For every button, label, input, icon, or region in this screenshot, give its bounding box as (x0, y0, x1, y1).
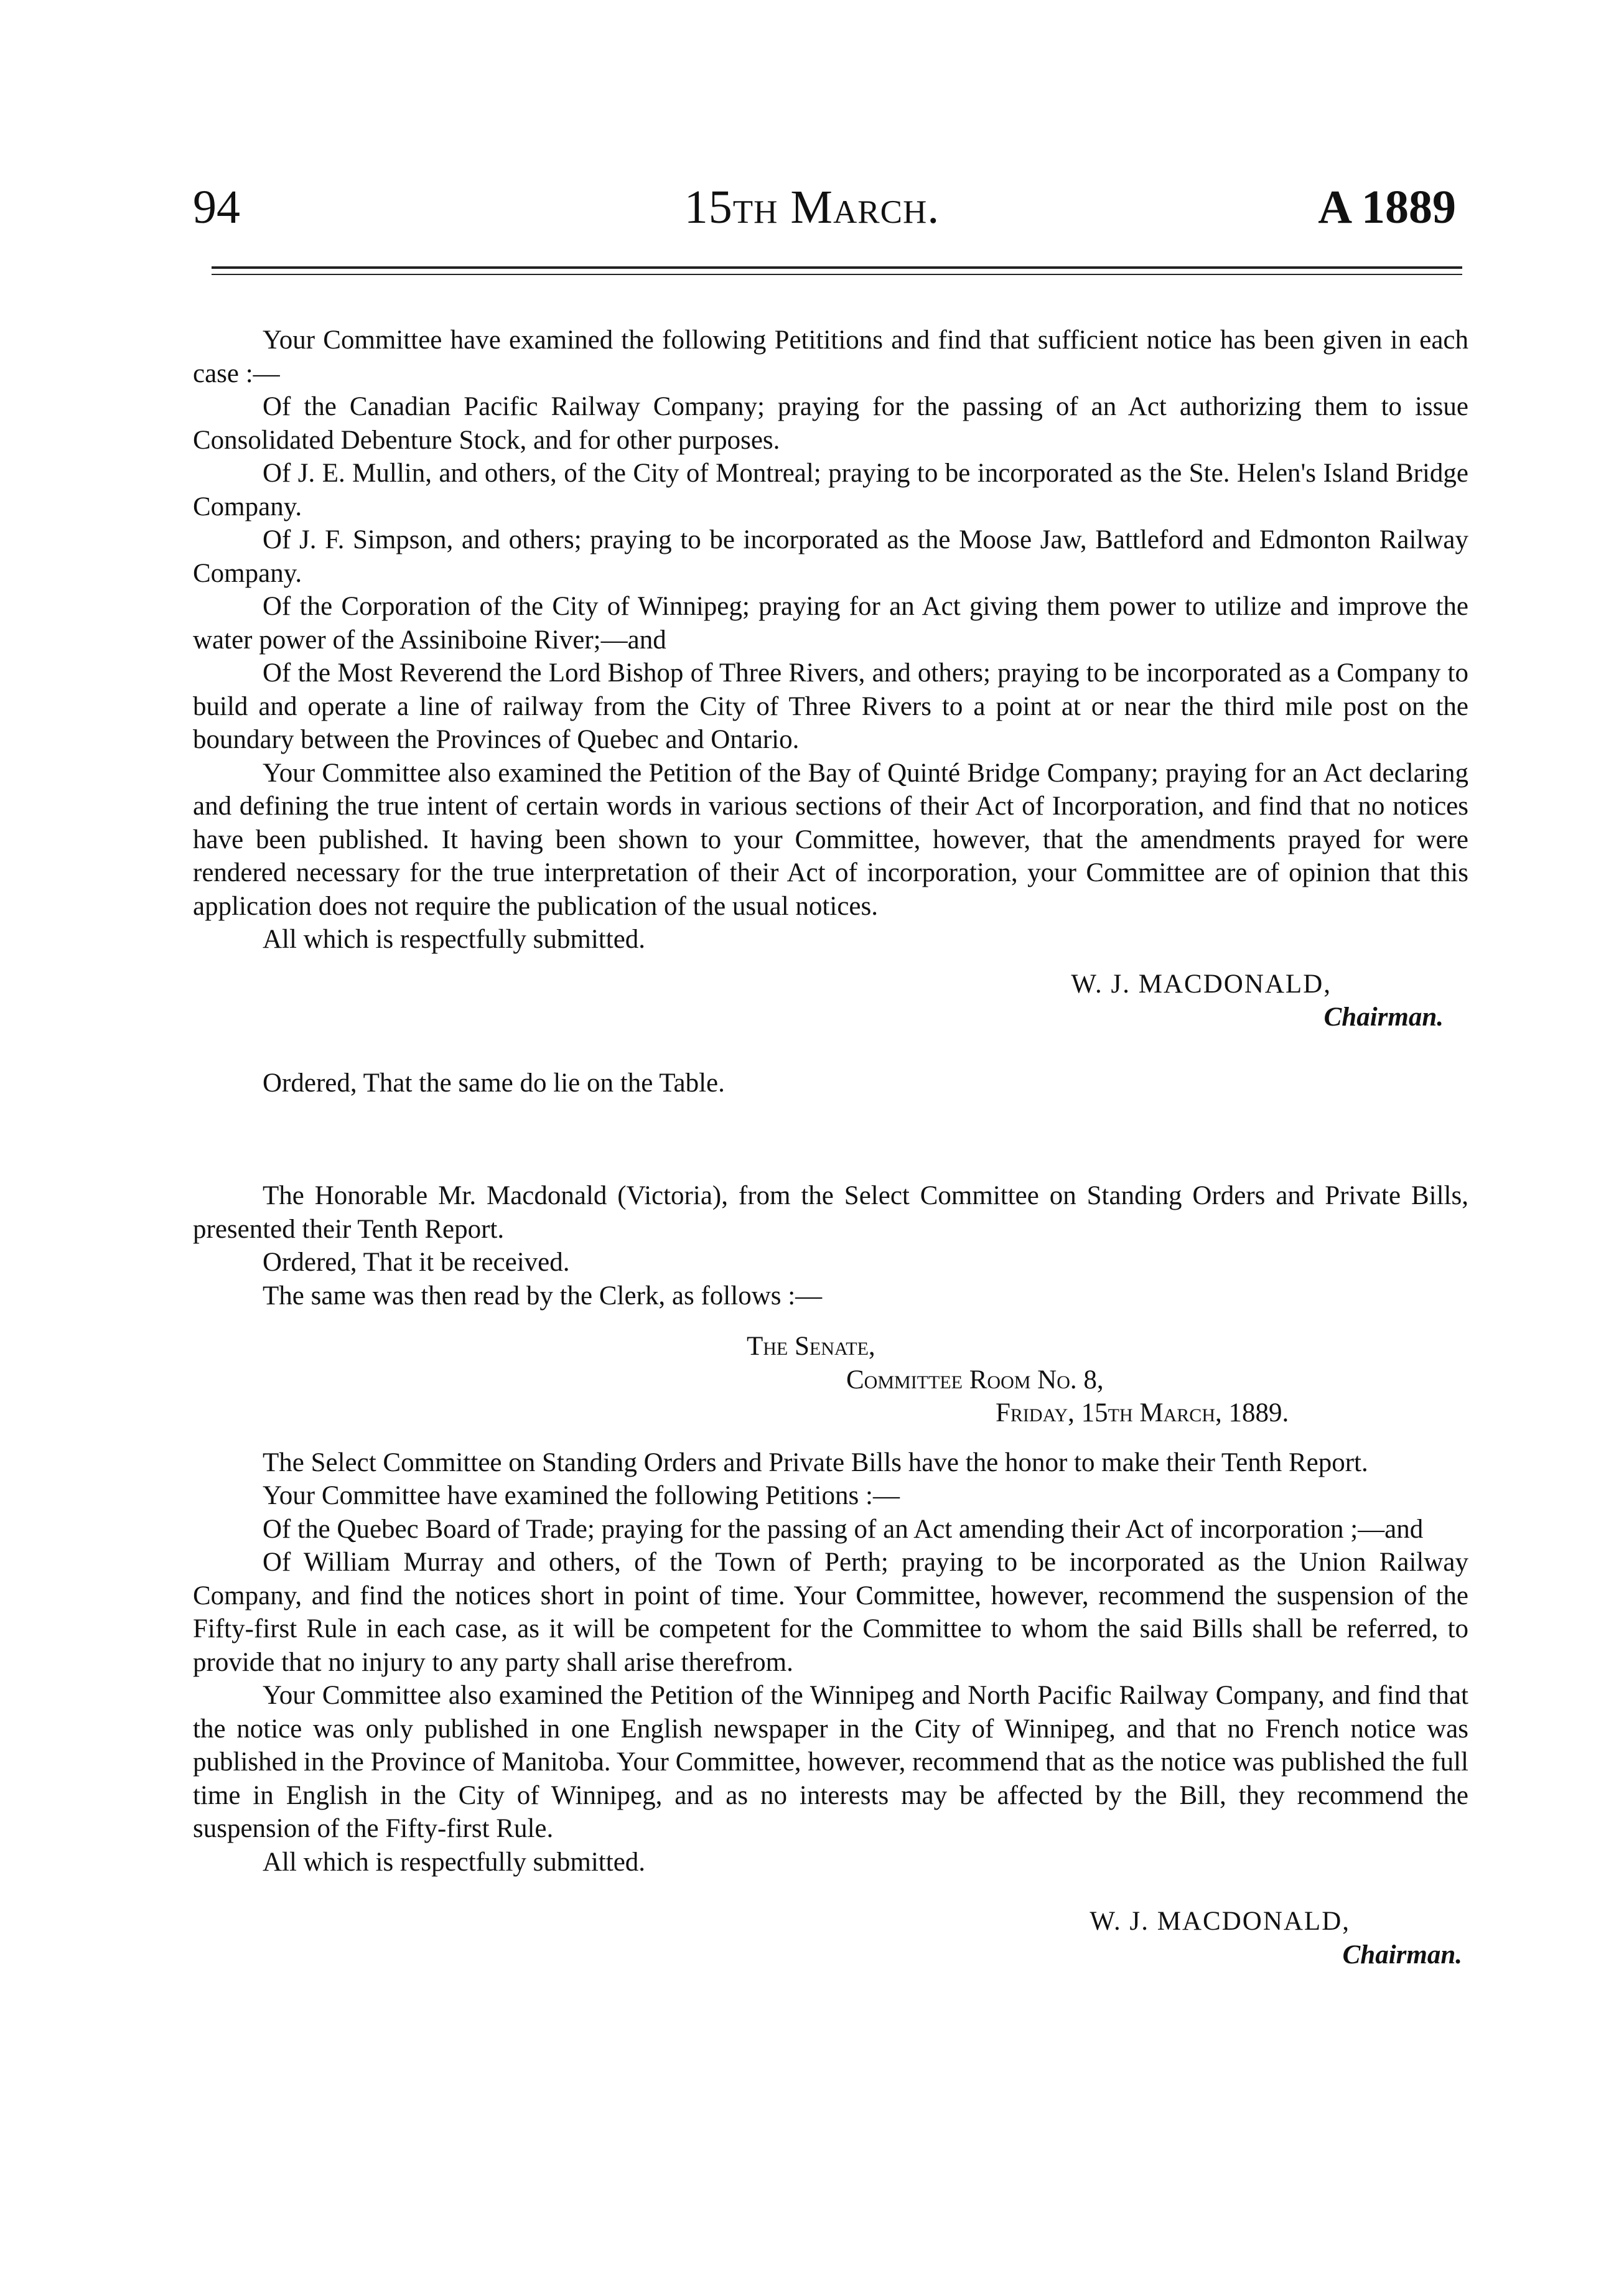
report1-paragraph: Of the Most Reverend the Lord Bishop of Three Rivers, and others; praying to be incorporated as a Company to build and operate a line of railway from the City of Three Rivers to a point at or near the third mile post on the boundary between the Provinces of Quebec and Ontario. (193, 658, 1468, 754)
senate-line: The Senate, (747, 1332, 875, 1361)
page-body (193, 324, 1468, 1971)
report1-paragraph: Your Committee have examined the following Petititions and find that sufficient notice has been given in each case :— (193, 325, 1468, 388)
report2-paragraph: All which is respectfully submitted. (263, 1847, 646, 1877)
header-year: A 1889 (1318, 181, 1456, 233)
second-report-intro (193, 1179, 1468, 1312)
header-date: 15th March. (684, 181, 940, 233)
first-report (193, 324, 1468, 1034)
report1-paragraph: Of J. F. Simpson, and others; praying to be incorporated as the Moose Jaw, Battleford and Edmonton Railway Company. (193, 525, 1468, 588)
page-header (0, 180, 1624, 249)
report1-signature (193, 968, 1468, 1034)
report1-paragraph: Of the Canadian Pacific Railway Company; praying for the passing of an Act authorizing them to issue Consolidated Debenture Stock, and for other purposes. (193, 392, 1468, 455)
header-rule-thin (212, 274, 1462, 275)
report2-paragraph: Your Committee also examined the Petition of the Winnipeg and North Pacific Railway Company, and find that the notice was only published in one English newspaper in the City of Winnipeg, and that no French notice was published in the Province of Manitoba. Your Committee, however, recommend that as the notice was published the full time in English in the City of Winnipeg, and as no interests may be affected by the Bill, they recommend the suspension of the Fifty-first Rule. (193, 1681, 1468, 1843)
senate-dateline (193, 1330, 1468, 1430)
page-number: 94 (193, 181, 240, 233)
signature-title: Chairman. (1323, 1002, 1444, 1032)
ordered-lie-on-table: Ordered, That the same do lie on the Table. (263, 1068, 725, 1098)
date-line: Friday, 15th March, 1889. (996, 1398, 1289, 1428)
signature-name: W. J. MACDONALD, (1071, 969, 1332, 999)
signature-title: Chairman. (1342, 1940, 1462, 1970)
signature-name: W. J. MACDONALD, (1090, 1907, 1350, 1936)
committee-room-line: Committee Room No. 8, (846, 1365, 1104, 1395)
intro-paragraph: The Honorable Mr. Macdonald (Victoria), from the Select Committee on Standing Orders and Private Bills, presented their Tenth Report. (193, 1181, 1468, 1244)
second-report (193, 1446, 1468, 1972)
report1-paragraph: All which is respectfully submitted. (263, 925, 646, 954)
report1-paragraph: Of J. E. Mullin, and others, of the City of Montreal; praying to be incorporated as the Ste. Helen's Island Bridge Company. (193, 459, 1468, 521)
intro-paragraph: Ordered, That it be received. (263, 1248, 570, 1277)
report2-signature (193, 1905, 1468, 1971)
report2-paragraph: Your Committee have examined the following Petitions :— (263, 1481, 900, 1510)
report1-paragraph: Your Committee also examined the Petition of the Bay of Quinté Bridge Company; praying for an Act declaring and defining the true intent of certain words in various sections of their Act of Incorporation, and find that no notices have been published. It having been shown to your Committee, however, that the amendments prayed for were rendered necessary for the true interpretation of their Act of incorporation, your Committee are of opinion that this application does not require the publication of the usual notices. (193, 758, 1468, 921)
header-rule-thick (212, 266, 1462, 269)
intro-paragraph: The same was then read by the Clerk, as follows :— (263, 1281, 823, 1311)
report2-paragraph: Of William Murray and others, of the Town of Perth; praying to be incorporated as the Union Railway Company, and find the notices short in point of time. Your Committee, however, recommend the suspension of the Fifty-first Rule in each case, as it will be competent for the Committee to whom the said Bills shall be referred, to provide that no injury to any party shall arise therefrom. (193, 1548, 1468, 1677)
report1-paragraph: Of the Corporation of the City of Winnipeg; praying for an Act giving them power to utilize and improve the water power of the Assiniboine River;—and (193, 592, 1468, 655)
report2-paragraph: The Select Committee on Standing Orders and Private Bills have the honor to make their Tenth Report. (263, 1447, 1368, 1477)
report2-paragraph: Of the Quebec Board of Trade; praying for the passing of an Act amending their Act of incorporation ;—and (263, 1514, 1424, 1544)
